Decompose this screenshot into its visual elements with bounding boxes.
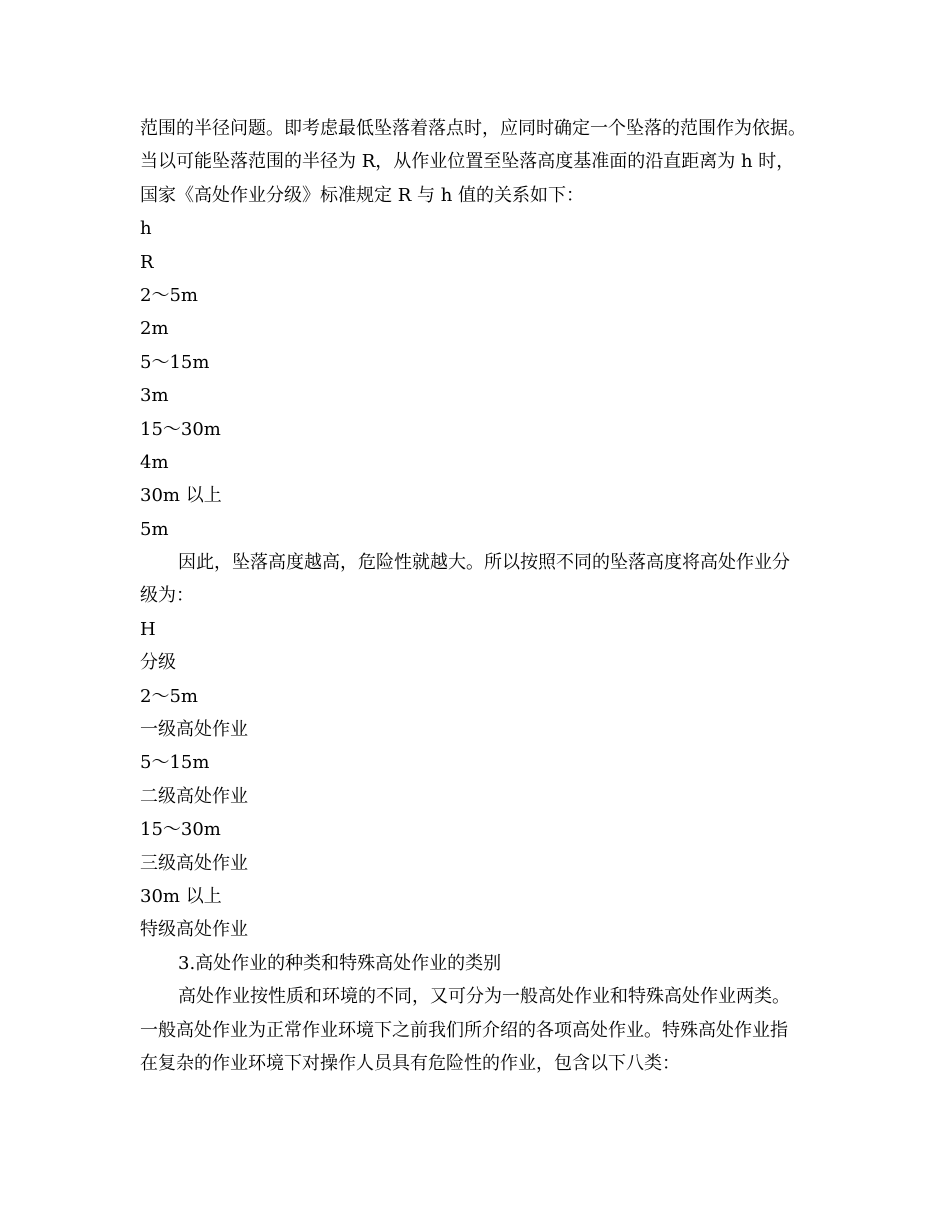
paragraph-line: 在复杂的作业环境下对操作人员具有危险性的作业，包含以下八类： [140,1052,680,1074]
table-header-h: H [140,618,156,640]
table-cell: 5～15m [140,351,210,373]
table-cell: 15～30m [140,418,221,440]
table-cell: 30m 以上 [140,885,222,907]
document-body [140,112,830,1080]
paragraph-line: 一般高处作业为正常作业环境下之前我们所介绍的各项高处作业。特殊高处作业指 [140,1019,788,1041]
table-cell: 二级高处作业 [140,785,248,807]
paragraph-line: 因此，坠落高度越高，危险性就越大。所以按照不同的坠落高度将高处作业分 [178,552,790,574]
table-cell: 三级高处作业 [140,852,248,874]
intro-line: 国家《高处作业分级》标准规定 R 与 h 值的关系如下： [140,184,585,206]
table-cell: 一级高处作业 [140,719,248,741]
table-cell: 30m 以上 [140,485,222,507]
paragraph-line: 高处作业按性质和环境的不同，又可分为一般高处作业和特殊高处作业两类。 [178,986,790,1008]
table-cell: 5m [140,518,169,540]
height-radius-table [140,212,830,546]
table-cell: 特级高处作业 [140,919,248,941]
table-cell: 2～5m [140,685,198,707]
table-cell: 3m [140,385,169,407]
table-header-r: R [140,251,154,273]
table-cell: 5～15m [140,752,210,774]
paragraph-line: 级为： [140,585,194,607]
table-cell: 15～30m [140,819,221,841]
table-header-h: h [140,218,152,240]
table-header-grade: 分级 [140,652,176,674]
intro-line: 范围的半径问题。即考虑最低坠落着落点时，应同时确定一个坠落的范围作为依据。 [140,118,806,139]
table-cell: 2m [140,318,169,340]
intro-line: 当以可能坠落范围的半径为 R，从作业位置至坠落高度基准面的沿直距离为 h 时， [140,151,795,173]
table-cell: 4m [140,451,169,473]
section-heading: 3.高处作业的种类和特殊高处作业的类别 [178,952,502,974]
height-grade-table [140,613,830,947]
table-cell: 2～5m [140,284,198,306]
